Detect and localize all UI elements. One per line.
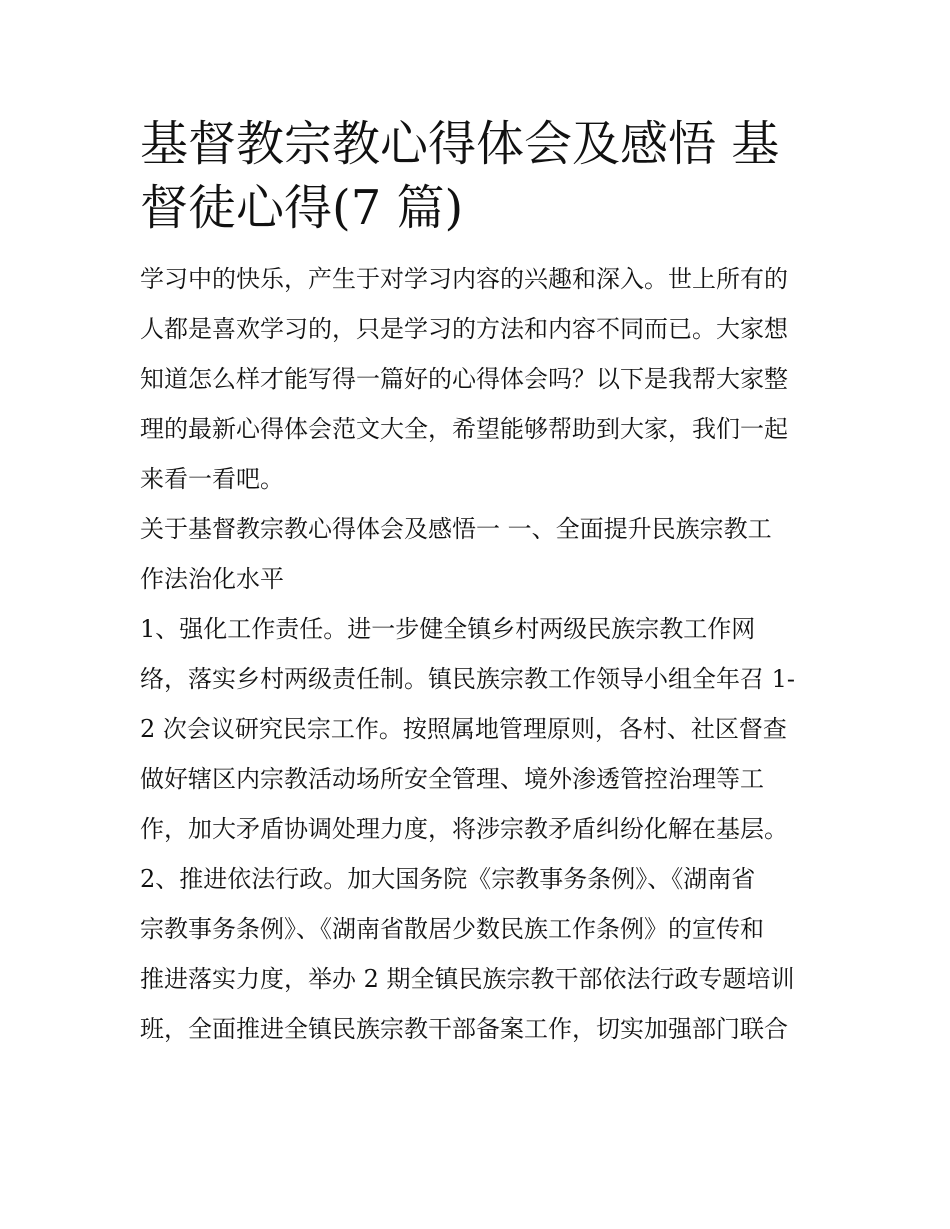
item-2-paragraph [140,854,815,1054]
text-line: 班，全面推进全镇民族宗教干部备案工作，切实加强部门联合 [140,1015,788,1043]
text-line: 1、强化工作责任。进一步健全镇乡村两级民族宗教工作网 [140,615,756,643]
text-line: 作法治化水平 [140,565,284,593]
text-line: 推进落实力度，举办 2 期全镇民族宗教干部依法行政专题培训 [140,965,795,993]
text-line: 知道怎么样才能写得一篇好的心得体会吗？以下是我帮大家整 [140,365,788,393]
section-heading-paragraph [140,504,815,604]
text-line: 宗教事务条例》、《湖南省散居少数民族工作条例》的宣传和 [140,915,764,943]
text-line: 2、推进依法行政。加大国务院《宗教事务条例》、《湖南省 [140,865,756,893]
document-title [140,112,815,240]
item-1-paragraph [140,604,815,854]
text-line: 人都是喜欢学习的，只是学习的方法和内容不同而已。大家想 [140,315,788,343]
text-line: 做好辖区内宗教活动场所安全管理、境外渗透管控治理等工 [140,765,764,793]
text-line: 理的最新心得体会范文大全，希望能够帮助到大家，我们一起 [140,415,788,443]
text-line: 络，落实乡村两级责任制。镇民族宗教工作领导小组全年召 1- [140,665,796,693]
text-line: 关于基督教宗教心得体会及感悟一 一、全面提升民族宗教工 [140,515,772,543]
intro-paragraph [140,254,815,504]
text-line: 2 次会议研究民宗工作。按照属地管理原则，各村、社区督查 [140,715,787,743]
text-line: 作，加大矛盾协调处理力度，将涉宗教矛盾纠纷化解在基层。 [140,815,788,843]
text-line: 学习中的快乐，产生于对学习内容的兴趣和深入。世上所有的 [140,265,788,293]
text-line: 来看一看吧。 [140,465,284,493]
document-content [140,112,815,1054]
title-line: 督徒心得(7 篇) [140,180,464,236]
title-line: 基督教宗教心得体会及感悟 基 [140,116,780,172]
